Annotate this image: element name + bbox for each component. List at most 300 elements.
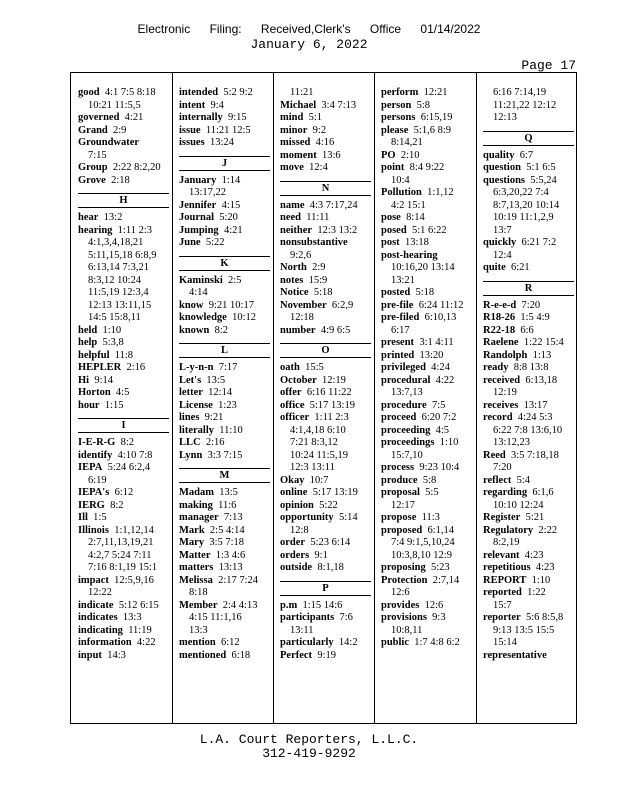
index-word: January [179,174,217,186]
index-entry [381,187,472,212]
index-entry [179,112,270,125]
page-refs: 6:10,13 [419,312,457,323]
entry-first-line [179,325,228,336]
index-entry [280,275,371,288]
index-entry [78,112,169,125]
entry-first-line [381,525,454,536]
index-entry [483,262,574,275]
entry-first-line [280,100,356,111]
entry-first-line [483,325,534,336]
page-refs: 2:9 [306,262,326,273]
page-refs-continued: 9:13 13:5 15:5 [493,624,555,636]
entry-first-line [280,550,328,561]
page-refs: 3:5 7:18,18 [505,449,559,461]
page-refs: 5:2 9:2 [218,87,253,98]
page-refs: 5:8 [411,99,431,111]
index-entry [179,412,270,425]
index-word: good [78,87,100,98]
index-entry [381,212,472,225]
index-entry [179,137,270,150]
index-word: nonsubstantive [280,237,348,248]
entry-first-line [179,225,243,236]
entry-first-line [381,612,446,623]
page-refs: 10:12 [226,312,257,323]
index-word: REPORT [483,574,527,586]
page-refs: 11:3 [416,512,440,523]
index-entry [483,375,574,400]
index-entry [179,387,270,400]
entry-first-line [483,587,546,598]
page-refs: 4:16 [310,137,335,148]
entry-first-line [381,150,420,161]
page-refs: 7:13 [218,512,243,523]
page-refs: 9:4 [205,99,224,111]
index-entry [179,237,270,250]
index-entry [483,400,574,413]
index-word: missed [280,137,311,148]
index-entry [483,337,574,350]
index-word: Mark [179,524,205,536]
page-refs-continued: 13:7,13 [391,387,423,398]
page-refs-continued: 8:7,13,20 10:14 [493,199,560,211]
index-column [179,87,270,662]
entry-first-line [179,575,258,586]
index-word: online [280,487,308,498]
column-divider [273,73,274,723]
index-word: Okay [280,474,305,486]
entry-first-line [179,137,234,148]
index-word: governed [78,112,120,123]
index-entry [78,387,169,400]
index-word: Kaminski [179,274,223,286]
index-word: Register [483,512,521,523]
index-word: reflect [483,474,512,486]
entry-first-line [179,125,251,136]
entry-first-line [78,512,107,523]
index-word: posted [381,287,411,298]
page-refs: 5:3,8 [97,337,124,348]
page-refs-continued: 10:16,20 13:14 [391,262,455,273]
page-refs: 4:23 [530,562,555,573]
page-refs: 1:11 2:3 [309,412,349,423]
page-refs: 4:23 [519,549,544,561]
page-refs: 6:21 7:2 [516,237,557,248]
index-entry [78,400,169,413]
index-entry [381,487,472,512]
index-word: Groundwater [78,137,140,148]
index-entry [280,150,371,163]
page-refs: 8:2 [104,499,124,511]
entry-first-line [381,375,454,386]
page-refs: 5:1 6:22 [406,224,447,236]
page-refs: 5:12 6:15 [113,599,159,611]
entry-first-line [280,325,350,336]
page-refs: 12:6 [419,599,444,611]
page-refs-continued: 13:11 [290,624,314,636]
index-entry [179,312,270,325]
index-word: posed [381,224,407,236]
index-entry [179,275,270,300]
page-refs-continued: 10:10 12:24 [493,499,544,511]
entry-first-line [381,462,459,473]
index-word: know [179,299,204,311]
index-word: known [179,324,210,336]
index-entry [381,225,472,238]
index-word: Melissa [179,574,213,586]
section-letter: Q [483,131,574,146]
page-refs: 9:3 [426,612,446,623]
page-refs-continued: 5:11,15,18 6:8,9 [88,249,157,261]
index-entry [280,287,371,300]
index-word: produce [381,474,418,486]
index-entry [78,337,169,350]
entry-first-line [483,350,551,361]
section-letter: M [179,468,270,483]
entry-first-line [78,500,124,511]
entry-first-line [483,162,556,173]
index-entry [483,562,574,575]
index-word: move [280,162,304,173]
index-column [381,87,472,650]
index-word: pose [381,212,401,223]
page-refs-continued: 15:7,10 [391,449,423,461]
index-word: PO [381,149,396,161]
page-refs: 12:5,9,16 [108,574,154,586]
entry-first-line [280,162,328,173]
page-refs: 1:22 15:4 [518,337,564,348]
footer-company: L.A. Court Reporters, L.L.C. [199,732,419,747]
entry-first-line [179,437,225,448]
index-entry [381,562,472,575]
index-word: helpful [78,349,110,361]
page-refs: 5:5 [419,487,439,498]
index-entry [179,512,270,525]
index-word: indicating [78,624,123,636]
entry-first-line [280,125,326,136]
page-refs-continued: 10:3,8,10 12:9 [391,549,452,561]
index-entry [78,487,169,500]
page-refs: 7:6 [334,612,353,623]
page-refs: 1:15 [99,399,124,411]
entry-first-line [483,512,544,523]
entry-first-line [78,387,129,398]
page-refs: 5:21 [520,512,545,523]
index-entry [483,475,574,488]
page-refs: 6:6 [515,324,534,336]
entry-first-line [483,550,543,561]
page-refs: 1:10 [97,324,122,336]
index-entry [483,512,574,525]
entry-first-line [483,525,557,536]
column-divider [374,73,375,723]
index-entry [280,237,371,262]
page-refs-continued: 7:16 8:1,19 15:1 [88,562,158,573]
page-refs: 7:17 [213,362,238,373]
entry-first-line [280,225,357,236]
entry-first-line [483,575,550,586]
page-refs: 4:5 [430,424,450,436]
page-refs: 6:1,14 [422,524,455,536]
entry-first-line [78,362,145,373]
index-entry [179,575,270,600]
page-refs: 1:22 [521,587,546,598]
index-entry [78,87,169,112]
index-word: Raelene [483,337,519,348]
page-refs: 6:20 7:2 [416,412,457,423]
index-entry [381,300,472,313]
entry-first-line [179,562,243,573]
index-word: opportunity [280,512,334,523]
page-refs: 5:24 6:2,4 [102,462,151,473]
index-word: help [78,337,98,348]
page-refs: 6:24 11:12 [413,299,464,311]
page-refs: 3:5 7:18 [204,537,245,548]
index-entry [78,162,169,175]
page-refs: 7:5 [426,399,446,411]
index-column [78,87,169,662]
page-refs: 6:12 [215,637,240,648]
page-refs: 5:8 [417,474,437,486]
header-part: 01/14/2022 [420,22,481,36]
index-word: post [381,237,400,248]
entry-first-line [483,337,564,348]
entry-first-line [78,175,130,186]
index-word: proposing [381,562,426,573]
entry-first-line [179,275,241,286]
index-word: pre-filed [381,312,420,323]
index-entry [280,612,371,637]
entry-first-line [179,525,245,536]
page-refs: 2:5 4:14 [204,524,245,536]
index-word: indicate [78,599,114,611]
page-refs: 1:10 [434,437,459,448]
page-refs-continued: 6:3,20,22 7:4 [493,187,549,198]
index-word: Protection [381,574,428,586]
index-word: making [179,499,213,511]
index-entry [78,462,169,487]
entry-first-line [381,112,452,123]
page-refs: 11:11 [301,212,330,223]
index-word: Pollution [381,187,422,198]
entry-first-line [78,450,152,461]
page-refs: 5:4 [511,474,531,486]
index-entry [179,125,270,138]
page-refs: 5:1 [303,112,323,123]
entry-first-line [483,237,556,248]
index-entry [179,487,270,500]
entry-first-line [78,212,122,223]
index-entry [78,437,169,450]
entry-first-line [78,87,156,98]
index-entry [78,500,169,513]
index-word: quite [483,262,506,273]
index-word: intent [179,99,206,111]
index-entry [381,237,472,250]
index-entry [179,325,270,338]
entry-first-line [483,400,548,411]
page-refs: 6:2,9 [326,299,354,311]
page-refs: 1:7 4:8 6:2 [409,637,460,648]
section-letter: I [78,418,169,433]
entry-first-line [78,325,121,336]
page-refs-continued: 13:21 [391,274,415,286]
page-refs: 13:17 [518,399,548,411]
page-refs: 2:16 [200,437,225,448]
page-refs: 2:7,14 [427,574,460,586]
page-refs: 8:4 9:22 [404,162,445,173]
entry-first-line [78,400,124,411]
index-word: Group [78,162,108,173]
index-entry [381,525,472,563]
entry-first-line [280,262,326,273]
page-refs-continued: 15:14 [493,637,517,648]
index-word: Grove [78,174,106,186]
page-refs-continued: 8:2,19 [493,537,520,548]
entry-first-line [179,412,223,423]
index-word: manager [179,512,219,523]
page-refs-continued: 4:2,7 5:24 7:11 [88,549,152,561]
index-word: question [483,162,521,173]
page-refs-continued: 4:15 11:1,16 [189,612,242,623]
entry-first-line [381,312,456,323]
page-refs-continued: 10:4 [391,174,410,186]
index-word: mind [280,112,304,123]
page-refs-continued: 8:3,12 10:24 [88,274,142,286]
page-refs: 2:5 [222,274,242,286]
page-refs-continued: 6:13,14 7:3,21 [88,262,149,273]
index-entry [78,225,169,325]
page-refs-continued: 12:18 [290,312,314,323]
index-word: ready [483,362,509,373]
entry-first-line [381,412,456,423]
index-entry [381,150,472,163]
section-letter: R [483,281,574,296]
index-word: point [381,162,405,173]
index-entry [483,237,574,262]
page-refs: 3:1 4:11 [414,337,454,348]
index-entry [78,637,169,650]
page-refs: 6:12 [109,487,134,498]
index-word: number [280,324,316,336]
index-entry [280,262,371,275]
index-word: IEPA [78,462,103,473]
page-refs-continued: 12:13 13:11,15 [88,299,152,311]
index-word: IERG [78,499,105,511]
page-refs: 11:6 [212,499,237,511]
entry-first-line [179,450,242,461]
entry-first-line [381,225,447,236]
index-entry [280,537,371,550]
page-refs: 1:5 4:9 [515,312,550,323]
index-word: perform [381,87,419,98]
entry-first-line [280,137,334,148]
page-refs: 8:14 [400,212,425,223]
entry-first-line [483,650,547,661]
index-entry [78,625,169,638]
page-refs-continued: 11:21 [290,87,314,98]
index-entry [381,112,472,125]
index-word: person [381,99,412,111]
page-refs: 11:19 [122,624,152,636]
entry-first-line [381,637,460,648]
index-entry [179,450,270,463]
entry-first-line [280,300,353,311]
page-refs: 2:10 [395,149,420,161]
index-word: internally [179,112,223,123]
index-entry [381,512,472,525]
header-part: Received,Clerk's [260,22,351,36]
page-refs: 5:22 [313,499,338,511]
index-word: knowledge [179,312,227,323]
page-refs: 6:7 [514,149,534,161]
index-entry [483,312,574,325]
index-entry [179,550,270,563]
page-refs: 2:18 [105,174,130,186]
page-refs: 5:23 6:14 [305,537,351,548]
page-refs-continued: 8:18 [189,587,208,598]
index-entry [280,600,371,613]
index-word: Illinois [78,524,109,536]
page-refs: 4:5 [110,387,130,398]
page-refs: 9:14 [89,374,114,386]
index-word: post-hearing [381,249,438,261]
page-refs: 8:2 [115,437,135,448]
header-part: Office [369,22,402,36]
index-word: provides [381,599,420,611]
index-entry [179,175,270,200]
index-entry [280,112,371,125]
page-refs: 12:19 [316,374,346,386]
entry-first-line [483,450,559,461]
index-entry [280,87,371,100]
index-word: November [280,299,327,311]
index-word: HEPLER [78,362,122,373]
page-refs-continued: 13:12,23 [493,437,531,448]
entry-first-line [483,362,548,373]
index-word: I-E-R-G [78,437,116,448]
page-refs: 5:18 [308,287,333,298]
index-entry [78,175,169,188]
page-refs: 3:3 7:15 [202,449,243,461]
index-column [280,87,371,662]
index-entry [179,362,270,375]
page-refs: 4:21 [218,224,243,236]
index-word: repetitious [483,562,531,573]
index-word: Let's [179,374,202,386]
index-entry [280,475,371,488]
index-entry [280,512,371,537]
page-refs-continued: 10:8,11 [391,624,423,636]
index-word: mention [179,637,216,648]
index-entry [381,575,472,600]
page-refs: 1:14 [216,174,241,186]
entry-first-line [179,237,225,248]
index-word: orders [280,549,310,561]
index-word: oath [280,362,300,373]
index-word: Randolph [483,349,528,361]
index-entry [483,575,574,588]
index-word: literally [179,424,214,436]
page-refs: 13:3 [117,612,142,623]
page-refs: 1:11 2:3 [112,224,152,236]
section-letter: N [280,181,371,196]
page-refs: 9:1 [309,549,328,561]
index-word: hour [78,399,100,411]
index-word: proposed [381,524,423,536]
index-word: Lynn [179,449,203,461]
entry-first-line [483,150,533,161]
index-entry [280,200,371,213]
